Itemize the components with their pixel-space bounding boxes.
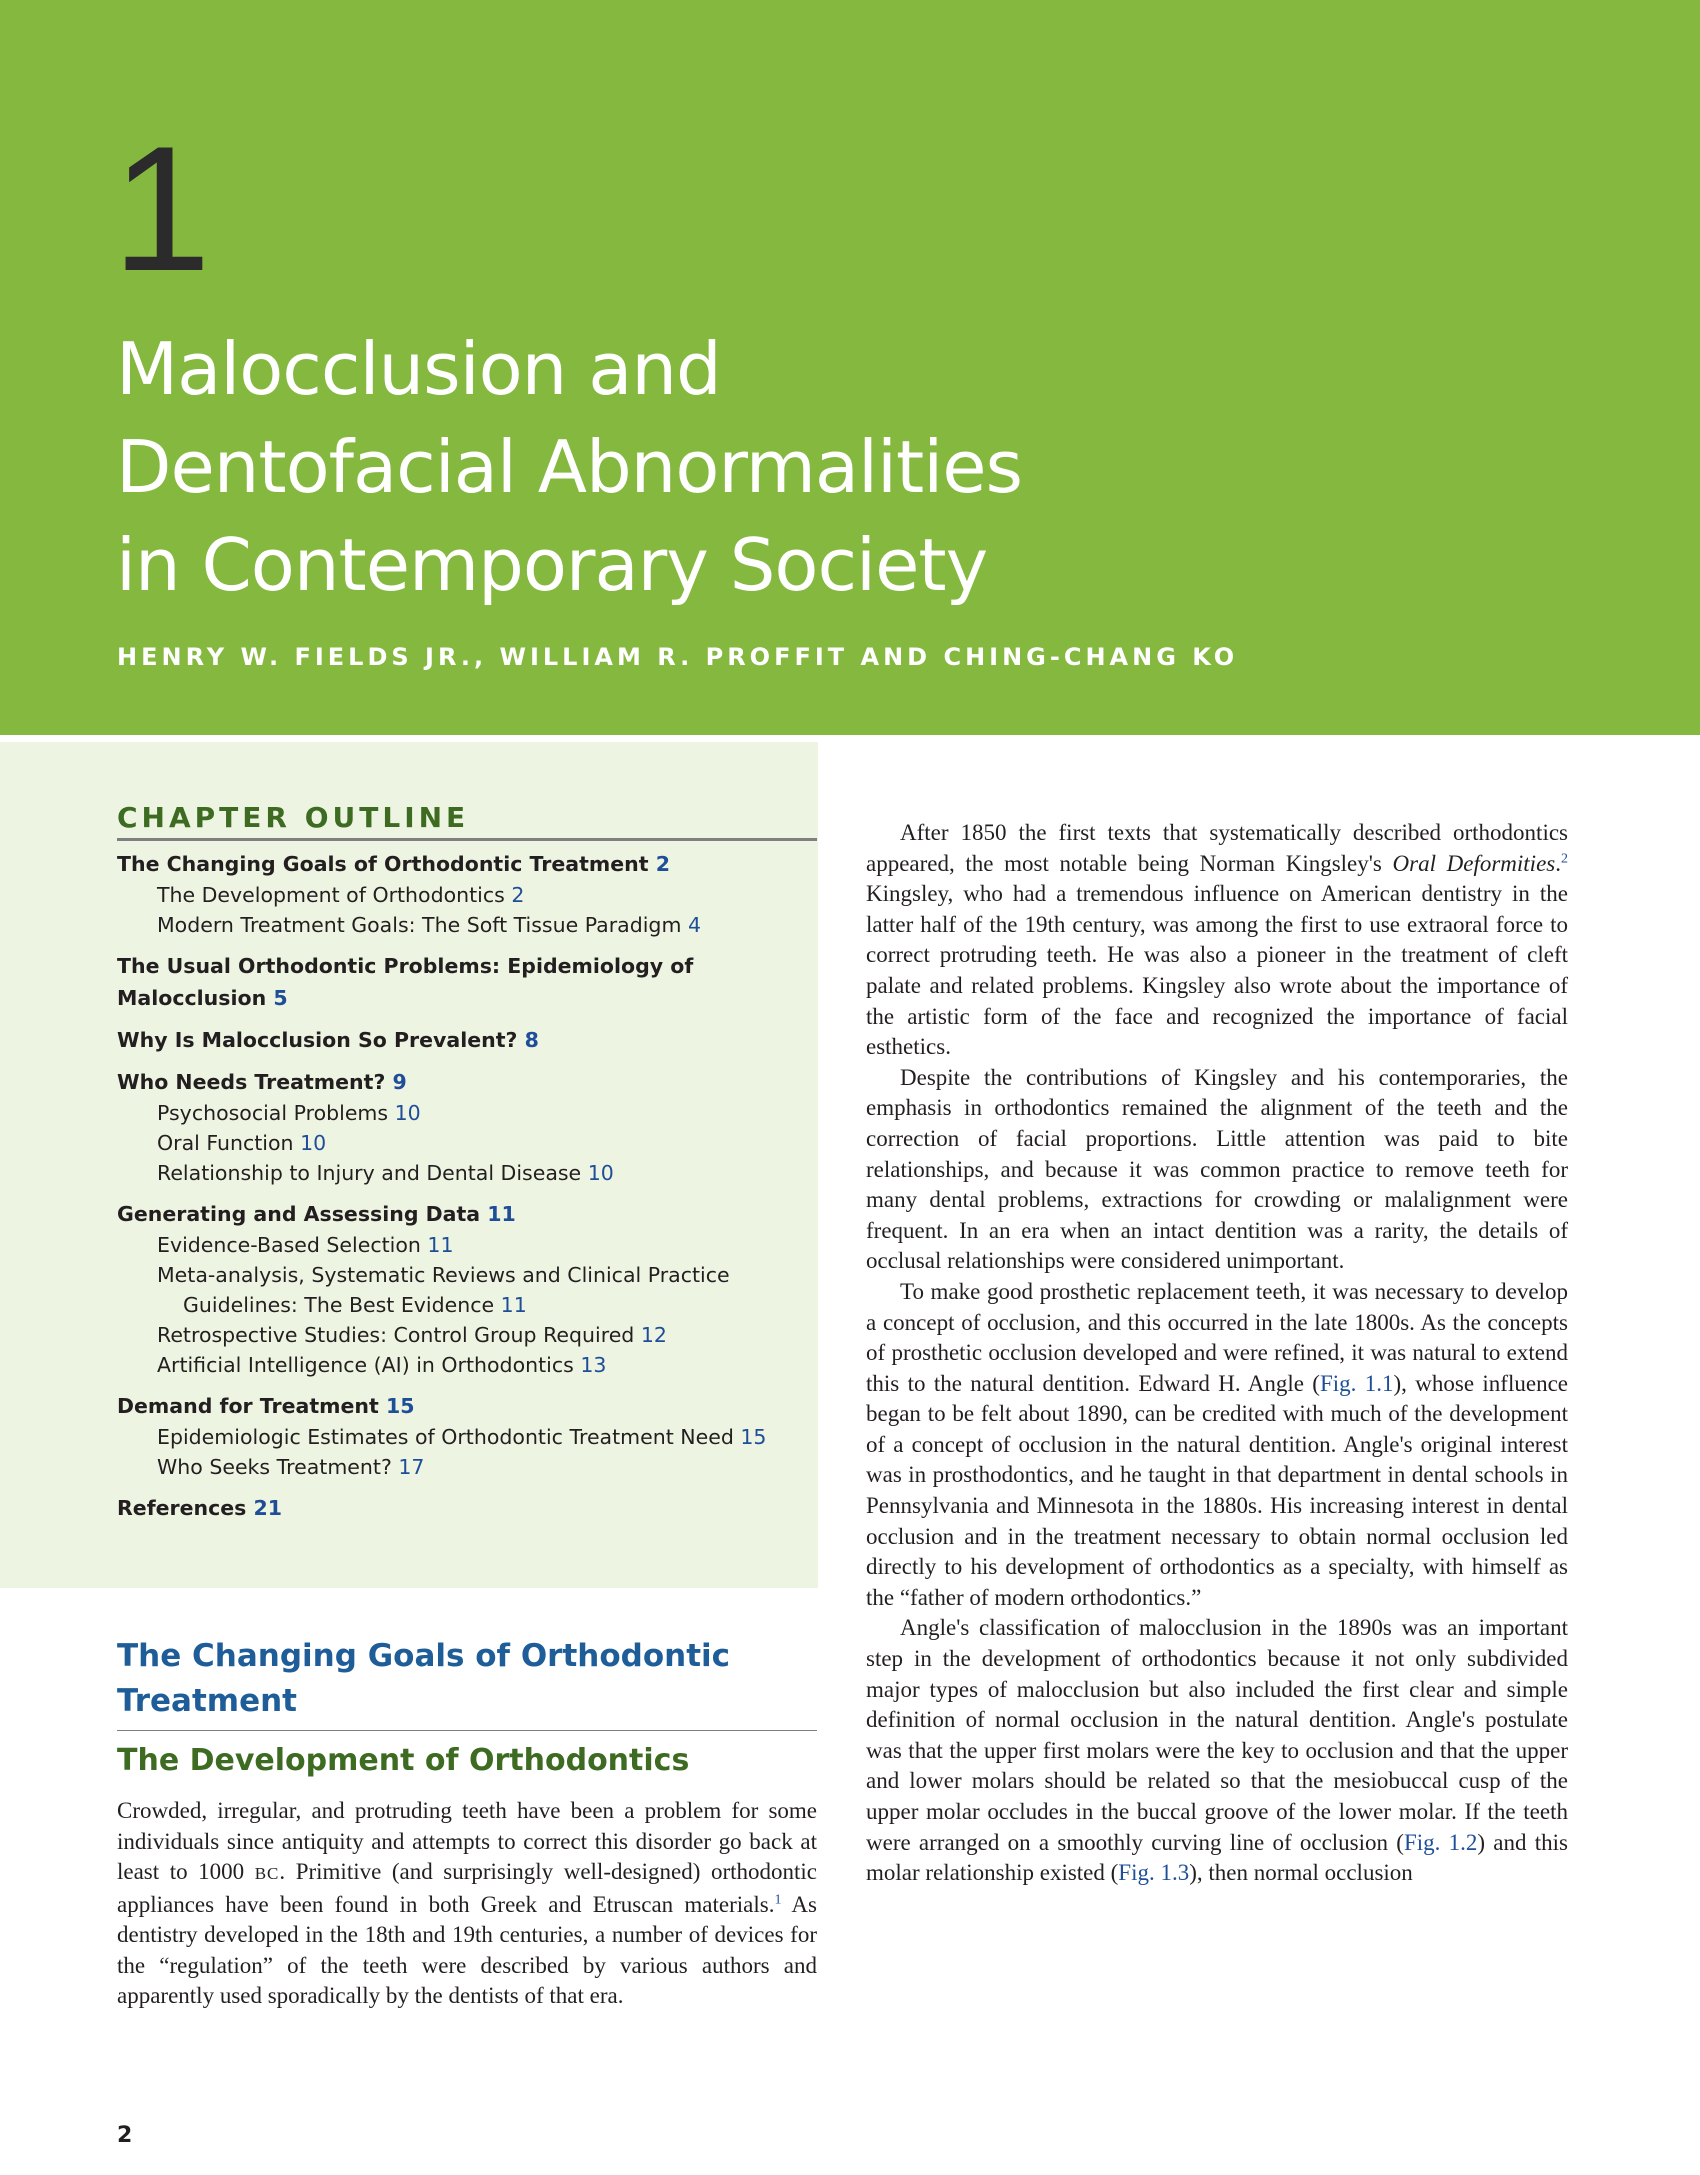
outline-item-page: 11 bbox=[487, 1202, 516, 1226]
p4-text-b: ) and this molar relationship existed ( bbox=[866, 1829, 1568, 1886]
outline-item[interactable] bbox=[117, 1320, 817, 1350]
chapter-title-line-1: Malocclusion and bbox=[116, 327, 721, 411]
subsection-heading: The Development of Orthodontics bbox=[117, 1743, 690, 1778]
chapter-title bbox=[116, 320, 1022, 614]
outline-item-page: 5 bbox=[273, 986, 288, 1010]
outline-item-title: Meta-analysis, Systematic Reviews and Clinical Practice Guidelines: The Best Evidence bbox=[157, 1263, 730, 1317]
outline-item[interactable] bbox=[117, 1066, 817, 1098]
book-title-oral-deformities: Oral Deformities bbox=[1392, 850, 1556, 876]
outline-item-title: Epidemiologic Estimates of Orthodontic Treatment Need bbox=[157, 1425, 734, 1449]
chapter-number: 1 bbox=[112, 109, 211, 308]
outline-item-page: 10 bbox=[587, 1161, 614, 1185]
p4-text-c: ), then normal occlusion bbox=[1189, 1860, 1413, 1886]
outline-item-title: Oral Function bbox=[157, 1131, 294, 1155]
outline-item[interactable] bbox=[117, 1230, 817, 1260]
outline-item[interactable] bbox=[117, 1158, 817, 1188]
outline-item-title: The Development of Orthodontics bbox=[157, 883, 505, 907]
p4-text-a: Angle's classification of malocclusion in the 1890s was an important step in the development of orthodontics because it not only subdivided major types of malocclusion but also included the first clear and simple definition of normal occlusion in the natural dentition. Angle's postulate was that the upper first molars were the key to occlusion and that the upper and lower molars should be related so that the mesiobuccal cusp of the upper molar occludes in the buccal groove of the lower molar. If the teeth were arranged on a smoothly curving line of occlusion ( bbox=[866, 1615, 1568, 1855]
outline-item-page: 12 bbox=[640, 1323, 667, 1347]
outline-item[interactable] bbox=[117, 1492, 817, 1524]
outline-item-title: Evidence-Based Selection bbox=[157, 1233, 421, 1257]
outline-item-title: Relationship to Injury and Dental Disease bbox=[157, 1161, 582, 1185]
outline-item-title: Modern Treatment Goals: The Soft Tissue Paradigm bbox=[157, 913, 682, 937]
figure-link-1-2[interactable]: Fig. 1.2 bbox=[1403, 1829, 1478, 1855]
right-column bbox=[866, 818, 1568, 1889]
chapter-outline-heading: CHAPTER OUTLINE bbox=[117, 800, 817, 841]
right-paragraph-1: After 1850 the first texts that systematically described orthodontics appeared, the most notable being Norman Kingsley's Oral Deformities.$^2$ Kingsley, who had a tremendous influence on American dentistry in the latter half of the 19th century, was among the first to use extraoral force to correct protruding teeth. He was also a pioneer in the treatment of cleft palate and related problems. Kingsley also wrote about the importance of the artistic form of the face and recognized the importance of facial esthetics. bbox=[866, 820, 1568, 1060]
outline-item-title: The Usual Orthodontic Problems: Epidemiology of Malocclusion bbox=[117, 954, 694, 1010]
body-paragraph-left bbox=[117, 1796, 817, 2012]
page-number: 2 bbox=[117, 2123, 133, 2148]
outline-item-page: 11 bbox=[500, 1293, 527, 1317]
outline-item-page: 8 bbox=[524, 1028, 539, 1052]
chapter-authors: HENRY W. FIELDS JR., WILLIAM R. PROFFIT AND CHING-CHANG KO bbox=[117, 643, 1239, 671]
outline-item[interactable] bbox=[117, 1024, 817, 1056]
outline-item-title: Retrospective Studies: Control Group Required bbox=[157, 1323, 635, 1347]
bc-smallcaps: BC bbox=[254, 1864, 280, 1883]
outline-item[interactable] bbox=[117, 1452, 817, 1482]
chapter-banner bbox=[0, 0, 1700, 735]
outline-item[interactable] bbox=[117, 1422, 817, 1452]
outline-item[interactable] bbox=[117, 848, 817, 880]
outline-item[interactable] bbox=[117, 1198, 817, 1230]
outline-item[interactable] bbox=[117, 910, 817, 940]
p1-text-b: Kingsley, who had a tremendous influence on American dentistry in the latter half of the 19th century, was among the first to use extraoral force to correct protruding teeth. He was also a pioneer in the treatment of cleft palate and related problems. Kingsley also wrote about the importance of the artistic form of the face and recognized the importance of facial esthetics. bbox=[866, 881, 1568, 1060]
outline-item[interactable] bbox=[117, 1390, 817, 1422]
outline-item-title: References bbox=[117, 1496, 247, 1520]
outline-item-title: Psychosocial Problems bbox=[157, 1101, 389, 1125]
outline-item[interactable] bbox=[117, 950, 817, 1014]
p3-text-a: To make good prosthetic replacement teeth, it was necessary to develop a concept of occlusion, and this occurred in the late 1800s. As the concepts of prosthetic occlusion developed and were refined, it was natural to extend this to the natural dentition. Edward H. Angle ( bbox=[866, 1278, 1568, 1396]
outline-item-page: 15 bbox=[385, 1394, 415, 1418]
outline-item-page: 21 bbox=[253, 1496, 283, 1520]
p3-text-b: ), whose influence began to be felt about 1890, can be credited with much of the development of a concept of occlusion in the natural dentition. Angle's original interest was in prosthodontics, and he taught in that department in dental schools in Pennsylvania and Minnesota in the 1880s. His increasing interest in dental occlusion and in the treatment necessary to obtain normal occlusion led directly to his development of orthodontics as a specialty, with himself as the “father of modern orthodontics.” bbox=[866, 1370, 1568, 1610]
section-heading: The Changing Goals of Orthodontic Treatment bbox=[117, 1634, 817, 1731]
outline-item-page: 2 bbox=[655, 852, 670, 876]
outline-item-page: 13 bbox=[580, 1353, 607, 1377]
outline-item-title: The Changing Goals of Orthodontic Treatment bbox=[117, 852, 649, 876]
outline-item[interactable] bbox=[117, 880, 817, 910]
figure-link-1-3[interactable]: Fig. 1.3 bbox=[1118, 1860, 1190, 1886]
left-text-c: As dentistry developed in the 18th and 19th centuries, a number of devices for the “regulation” of the teeth were described by various authors and apparently used sporadically by the dentists of that era. bbox=[117, 1891, 817, 2008]
outline-item-page: 17 bbox=[398, 1455, 425, 1479]
outline-item-title: Why Is Malocclusion So Prevalent? bbox=[117, 1028, 518, 1052]
left-text-b: . Primitive (and surprisingly well-designed) orthodontic appliances have been found in both Greek and Etruscan materials. bbox=[117, 1859, 817, 1917]
chapter-title-line-2: Dentofacial Abnormalities bbox=[116, 425, 1023, 509]
outline-item-page: 15 bbox=[740, 1425, 767, 1449]
citation-1[interactable]: 1 bbox=[774, 1891, 782, 1907]
chapter-outline-list bbox=[117, 848, 817, 1524]
outline-item-page: 10 bbox=[300, 1131, 327, 1155]
outline-item[interactable] bbox=[117, 1350, 817, 1380]
outline-item[interactable] bbox=[117, 1260, 817, 1320]
outline-item[interactable] bbox=[117, 1128, 817, 1158]
outline-item-page: 10 bbox=[394, 1101, 421, 1125]
outline-item-page: 2 bbox=[511, 883, 525, 907]
outline-item-page: 9 bbox=[392, 1070, 407, 1094]
left-text-a: Crowded, irregular, and protruding teeth have been a problem for some individuals since antiquity and attempts to correct this disorder go back at least to 1000 bbox=[117, 1798, 817, 1884]
outline-item-page: 11 bbox=[427, 1233, 454, 1257]
p1-text-a: After 1850 the first texts that systematically described orthodontics appeared, the most notable being Norman Kingsley's bbox=[866, 820, 1568, 876]
figure-link-1-1[interactable]: Fig. 1.1 bbox=[1319, 1370, 1394, 1396]
outline-item-title: Artificial Intelligence (AI) in Orthodontics bbox=[157, 1353, 574, 1377]
right-paragraph-3 bbox=[866, 1277, 1568, 1614]
outline-item-page: 4 bbox=[687, 913, 701, 937]
right-paragraph-2: Despite the contributions of Kingsley and his contemporaries, the emphasis in orthodontics remained the alignment of the teeth and the correction of facial proportions. Little attention was paid to bite relationships, and because it was common practice to remove teeth for many dental problems, extractions for crowding or malalignment were frequent. In an era when an intact dentition was a rarity, the details of occlusal relationships were considered unimportant. bbox=[866, 1064, 1568, 1274]
outline-item-title: Demand for Treatment bbox=[117, 1394, 379, 1418]
outline-item-title: Who Needs Treatment? bbox=[117, 1070, 386, 1094]
outline-item-title: Who Seeks Treatment? bbox=[157, 1455, 392, 1479]
citation-2[interactable]: 2 bbox=[1560, 850, 1568, 866]
outline-item[interactable] bbox=[117, 1098, 817, 1128]
chapter-title-line-3: in Contemporary Society bbox=[116, 523, 988, 607]
outline-item-title: Generating and Assessing Data bbox=[117, 1202, 481, 1226]
right-paragraph-4 bbox=[866, 1613, 1568, 1888]
